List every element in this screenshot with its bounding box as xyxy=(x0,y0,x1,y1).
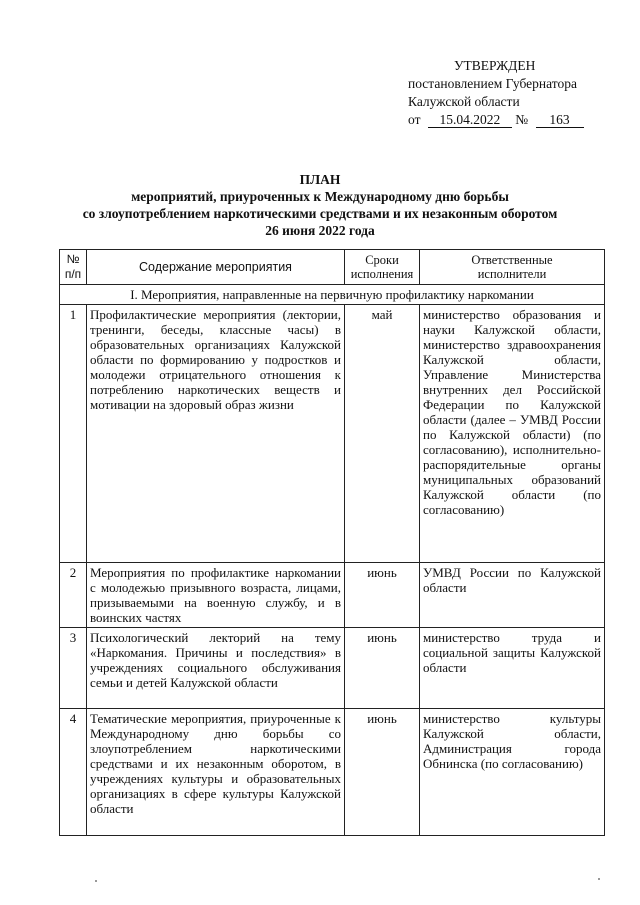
row-term: июнь xyxy=(345,628,420,709)
table-row xyxy=(60,709,605,836)
header-resp-line-2: исполнители xyxy=(477,267,547,281)
approval-date-prefix: от xyxy=(408,112,421,127)
row-num: 1 xyxy=(60,305,87,563)
scan-speck xyxy=(598,878,600,880)
row-responsible: УМВД России по Калужской области xyxy=(420,563,605,628)
document-title xyxy=(60,171,580,239)
plan-table xyxy=(59,249,605,836)
header-resp-line-1: Ответственные xyxy=(471,253,553,267)
row-content: Тематические мероприятия, приуроченные к Международному дню борьбы со злоупотреблением наркотическими средствами и их незаконным оборотом, в учреждениях культуры и образовательных организациях в сфере культуры Калужской области xyxy=(87,709,345,836)
row-responsible: министерство культуры Калужской области, Администрация города Обнинска (по согласованию) xyxy=(420,709,605,836)
header-num-line-2: п/п xyxy=(64,267,82,281)
title-line-4: 26 июня 2022 года xyxy=(265,223,375,238)
row-content: Психологический лекторий на тему «Наркомания. Причины и последствия» в учреждениях социального обслуживания семьи и детей Калужской области xyxy=(87,628,345,709)
row-content: Мероприятия по профилактике наркомании с молодежью призывного возраста, лицами, призываемыми на военную службу, и в воинских частях xyxy=(87,563,345,628)
section-row xyxy=(60,285,605,305)
row-responsible: министерство труда и социальной защиты Калужской области xyxy=(420,628,605,709)
table-row xyxy=(60,305,605,563)
table-row xyxy=(60,628,605,709)
row-num: 2 xyxy=(60,563,87,628)
row-num: 3 xyxy=(60,628,87,709)
row-term: июнь xyxy=(345,563,420,628)
header-num xyxy=(60,250,87,285)
table-row xyxy=(60,563,605,628)
approval-heading: УТВЕРЖДЕН xyxy=(454,58,536,73)
header-content: Содержание мероприятия xyxy=(87,250,345,285)
row-responsible: министерство образования и науки Калужской области, министерство здравоохранения Калужской области, Управление Министерства внутренних дел Российской Федерации по Калужской области (далее – УМВД России по Калужской области) (по согласованию), исполнительно-распорядительные органы муниципальных образований Калужской области (по согласованию) xyxy=(420,305,605,563)
title-line-2: мероприятий, приуроченных к Международному дню борьбы xyxy=(131,189,509,204)
approval-date-line xyxy=(408,111,598,129)
row-term: май xyxy=(345,305,420,563)
row-term: июнь xyxy=(345,709,420,836)
approval-number: 163 xyxy=(536,112,584,128)
header-terms xyxy=(345,250,420,285)
section-title: I. Мероприятия, направленные на первичную профилактику наркомании xyxy=(60,285,605,305)
header-num-line-1: № xyxy=(66,252,80,266)
title-line-3: со злоупотреблением наркотическими средствами и их незаконным оборотом xyxy=(82,206,558,221)
header-responsible xyxy=(420,250,605,285)
title-line-1: ПЛАН xyxy=(299,172,341,187)
table-header-row xyxy=(60,250,605,285)
scan-speck xyxy=(95,880,97,882)
header-terms-line-1: Сроки xyxy=(365,253,399,267)
row-content: Профилактические мероприятия (лектории, тренинги, беседы, классные часы) в образовательных организациях Калужской области по формированию у подростков и молодежи отрицательного отношения к потреблению наркотических веществ и мотивации на здоровый образ жизни xyxy=(87,305,345,563)
approval-date: 15.04.2022 xyxy=(428,112,512,128)
row-num: 4 xyxy=(60,709,87,836)
approval-line-1: постановлением Губернатора xyxy=(408,76,577,91)
approval-number-sign: № xyxy=(515,112,529,127)
header-terms-line-2: исполнения xyxy=(350,267,414,281)
approval-line-2: Калужской области xyxy=(408,94,520,109)
approval-block xyxy=(408,57,598,129)
